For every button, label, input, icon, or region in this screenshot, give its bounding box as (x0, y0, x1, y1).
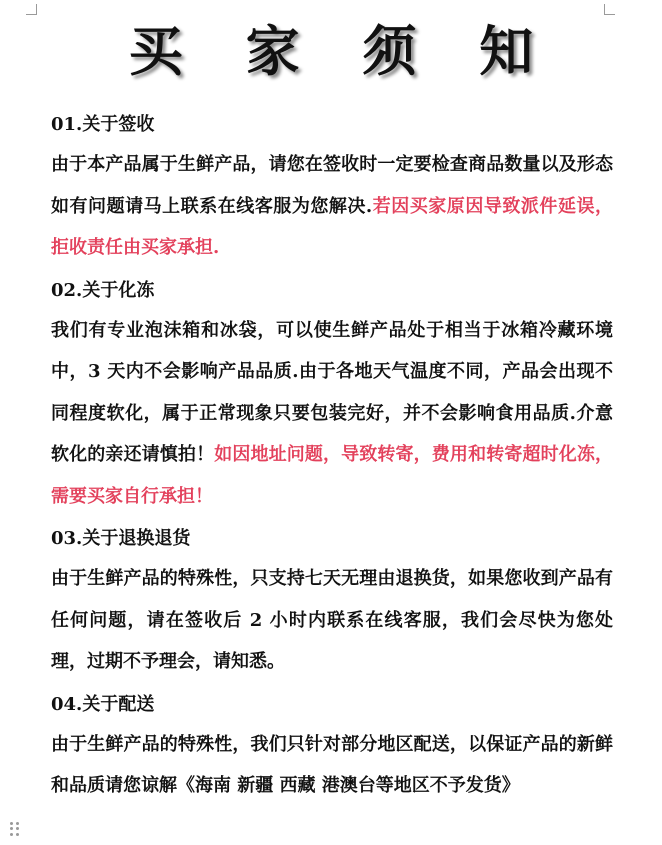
section-text: 由于本产品属于生鲜产品，请您在签收时一定要检查商品数量以及形态如有问题请马上联系在线客服为您解决. (51, 154, 613, 217)
drag-handle-icon[interactable] (10, 822, 20, 836)
section-thawing (51, 272, 613, 518)
section-text: 由于生鲜产品的特殊性，只支持七天无理由退换货，如果您收到产品有任何问题，请在签收后 2 小时内联系在线客服，我们会尽快为您处理，过期不予理会，请知悉。 (51, 568, 613, 672)
section-signing (51, 106, 613, 269)
notice-content (51, 106, 613, 810)
section-returns (51, 520, 613, 683)
section-heading: 02.关于化冻 (51, 279, 155, 301)
section-body (51, 558, 613, 683)
page-title: 买 家 须 知 (128, 20, 556, 83)
section-heading: 01.关于签收 (51, 114, 155, 135)
section-text: 我们有专业泡沫箱和冰袋，可以使生鲜产品处于相当于冰箱冷藏环境中，3 天内不会影响产品品质.由于各地天气温度不同，产品会出现不同程度软化，属于正常现象只要包装完好，并不会影响食用品质.介意软化的亲还请慎拍！ (51, 319, 613, 465)
section-text: 由于生鲜产品的特殊性，我们只针对部分地区配送，以保证产品的新鲜和品质请您谅解《海南 新疆 西藏 港澳台等地区不予发货》 (51, 733, 613, 796)
section-heading: 04.关于配送 (51, 693, 155, 715)
section-warning: 若因买家原因导致派件延误，拒收责任由买家承担. (51, 195, 614, 258)
section-warning: 如因地址问题，导致转寄，费用和转寄超时化冻，需要买家自行承担！ (51, 444, 614, 507)
section-delivery (51, 686, 613, 807)
section-body (51, 724, 613, 807)
section-body (51, 310, 613, 518)
section-heading: 03.关于退换退货 (51, 528, 191, 549)
section-body (51, 144, 613, 269)
